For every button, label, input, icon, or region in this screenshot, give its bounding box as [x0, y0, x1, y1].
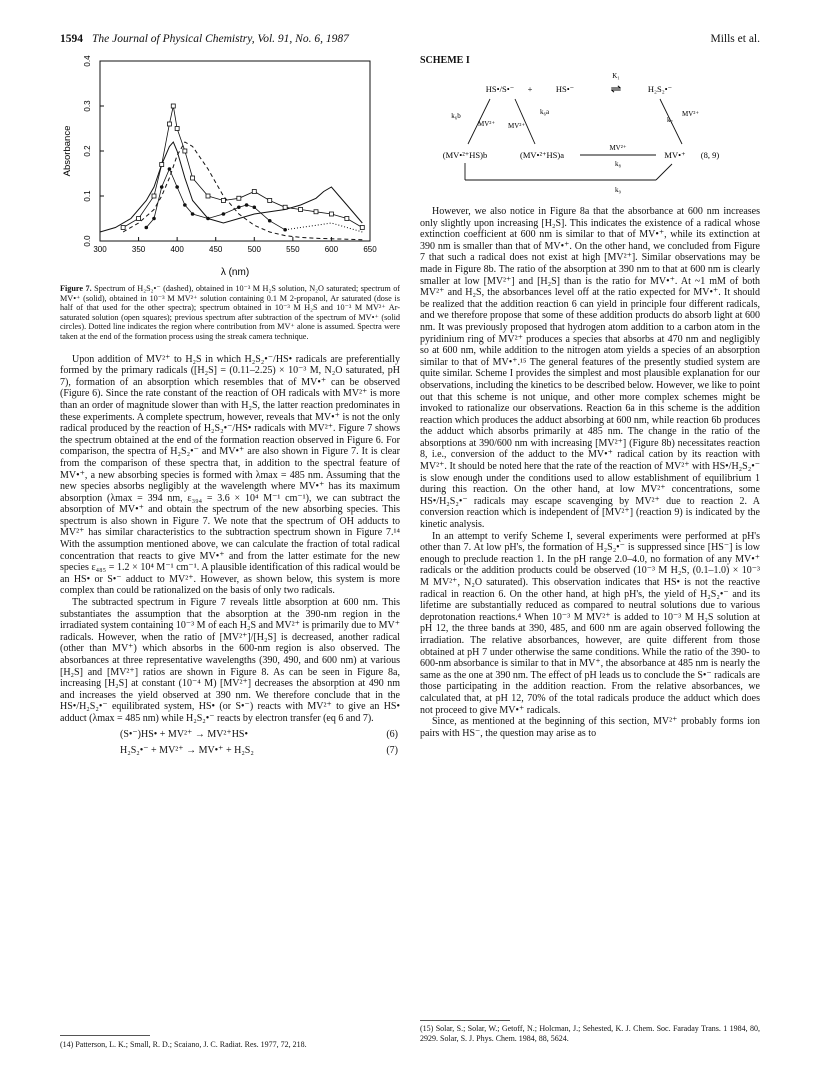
figure-caption — [60, 284, 400, 342]
y-tick-label: 0.1 — [83, 190, 92, 202]
y-axis-label: Absorbance — [62, 125, 73, 177]
y-tick-label: 0.2 — [83, 145, 92, 157]
paragraph: In an attempt to verify Scheme I, several experiments were performed at pH's other than 7. At low pH's, the formation of H₂S₂•⁻ is suppressed since [HS⁻] is low enough to preclude reaction 1. In the pH range 2.0–4.0, no formation of any MV•⁺ radicals or the addition products could be observed (10⁻³ M H₂S, (0.1–1.0) × 10⁻³ M MV²⁺, N₂O saturated). This observation indicates that HS• is not the reactive radical in reaction 6. On the other hand, at high pH's, the yield of H₂S₂•⁻ and its lifetime are substantially reduced as compared to neutral solutions due to various deprotonation reactions.⁴ When 10⁻³ M MV²⁺ is added to 10⁻³ M H₂S solution at pH 12, the three bands at 390, 485, and 600 nm are again observed following the irradiation. The relative absorbances, however, are quite different from those obtained at pH 7 under otherwise the same conditions. While the ratio of the 390- to 600-nm absorbance is similar to that in MV⁺, the absorbance at 485 nm is nearly the same as the one at 390 nm. The effect of pH leads us to conclude the S•⁻ radicals are those participating in the addition reaction. From the relative absorbances, we calculated that, at pH 12, 70% of the total radicals produce the adduct which does not proceed to give MV•⁺ radicals. — [420, 530, 760, 716]
series-dashed-line — [123, 142, 362, 240]
solid-circle-point — [160, 185, 164, 189]
x-axis-label: λ (nm) — [220, 267, 250, 278]
open-square-point — [299, 208, 303, 212]
equation-text: (S•⁻)HS• + MV²⁺ → MV²⁺HS• — [120, 728, 248, 740]
left-column — [60, 55, 400, 759]
y-tick-label: 0.3 — [83, 100, 92, 112]
open-square-point — [191, 176, 195, 180]
open-square-point — [252, 190, 256, 194]
open-square-point — [206, 194, 210, 198]
paragraph: Since, as mentioned at the beginning of this section, MV²⁺ probably forms ion pairs with HS⁻, the question may arise as to — [420, 716, 760, 739]
solid-circle-point — [206, 217, 210, 221]
y-tick-label: 0.0 — [83, 235, 92, 247]
scheme-top-right: H₂S₂•⁻ — [647, 84, 673, 94]
mv-6a-label: MV²⁺ — [508, 122, 526, 130]
x-tick-label: 400 — [170, 245, 184, 254]
scheme-eq-arrow: ⇌ — [610, 81, 622, 96]
arrow-9-up — [656, 164, 672, 180]
k7-label: k₇ — [667, 116, 673, 124]
solid-circle-point — [175, 185, 179, 189]
y-tick-label: 0.4 — [83, 55, 92, 67]
k6a-label: k₆a — [540, 108, 550, 116]
open-square-point — [137, 217, 141, 221]
journal-citation: The Journal of Physical Chemistry, Vol. 91, No. 6, 1987 — [92, 33, 349, 45]
open-square-point — [221, 199, 225, 203]
scheme-diagram — [420, 66, 760, 206]
k1-label: K₁ — [612, 72, 620, 80]
solid-circle-point — [237, 205, 241, 209]
open-square-point — [345, 217, 349, 221]
solid-circle-point — [144, 226, 148, 230]
k6b-label: k₆b — [451, 112, 461, 120]
x-axis-ticks — [93, 237, 377, 254]
equation-6 — [60, 727, 400, 743]
x-tick-label: 300 — [93, 245, 107, 254]
open-square-point — [171, 104, 175, 108]
open-square-point — [152, 194, 156, 198]
caption-text: Spectrum of H₂S₂•⁻ (dashed), obtained in 10⁻³ M H₂S solution, N₂O saturated; spectrum of MV•⁺ (solid), obtained in 10⁻³ M MV²⁺ solution containing 0.1 M 2-propanol, Ar saturated (dose is half of that used for the other spectra); spectrum obtained in 10⁻³ M H₂S and 10⁻³ M MV²⁺ Ar-saturated solution (open squares); previous spectrum after subtraction of the spectrum of MV•⁺ (solid circles). Dotted line indicates the region where contribution from MV⁺ alone is assumed. Spectra were taken at the end of the formation process using the streak camera technique. — [60, 284, 401, 341]
series-dotted-line — [285, 223, 362, 232]
product-a: (MV•²⁺HS)a — [519, 150, 565, 160]
x-tick-label: 550 — [286, 245, 300, 254]
scheme-1 — [420, 66, 760, 206]
mv-7-label: MV²⁺ — [682, 110, 700, 118]
open-square-point — [360, 226, 364, 230]
open-square-point — [175, 127, 179, 131]
footnote-rule — [420, 1020, 510, 1021]
footnote-14: (14) Patterson, L. K.; Small, R. D.; Scaiano, J. C. Radiat. Res. 1977, 72, 218. — [60, 1040, 307, 1049]
arrow-8-reagent: MV²⁺ — [609, 144, 627, 152]
footnote-15: (15) Solar, S.; Solar, W.; Getoff, N.; Holcman, J.; Sehested, K. J. Chem. Soc. Faraday Trans. 1 1984, 80, 2929. Solar, S. J. Phys. Chem. 1984, 88, 5624. — [420, 1024, 760, 1043]
solid-circle-point — [168, 167, 172, 171]
equation-7 — [60, 743, 400, 759]
open-square-point — [160, 163, 164, 167]
solid-circle-point — [183, 203, 187, 207]
right-column — [420, 55, 760, 739]
scheme-top-left: HS•/S•⁻ — [485, 84, 515, 94]
chart-series — [100, 104, 364, 240]
open-square-point — [167, 122, 171, 126]
product-mv: MV•⁺ — [664, 150, 686, 160]
solid-circle-point — [191, 212, 195, 216]
x-tick-label: 600 — [324, 245, 339, 254]
k8-label: k₈ — [615, 160, 621, 168]
scheme-top-mid: HS•⁻ — [555, 84, 575, 94]
y-axis-ticks — [83, 55, 104, 247]
x-tick-label: 500 — [247, 245, 261, 254]
x-tick-label: 650 — [363, 245, 377, 254]
mv-6b-label: MV²⁺ — [478, 120, 496, 128]
open-square-point — [268, 199, 272, 203]
equation-text: H₂S₂•⁻ + MV²⁺ → MV•⁺ + H₂S₂ — [120, 744, 254, 756]
open-square-point — [283, 205, 287, 209]
caption-label: Figure 7. — [60, 284, 92, 293]
solid-circle-point — [252, 205, 256, 209]
page-number: 1594 — [60, 33, 83, 45]
footnote-rule — [60, 1035, 150, 1036]
solid-circle-point — [222, 212, 226, 216]
open-square-point — [314, 210, 318, 214]
paragraph: The subtracted spectrum in Figure 7 reveals little absorption at 600 nm. This substantiates the assumption that the absorption at the 390-nm region in the irradiated system containing 10⁻³ M of each H₂S and MV²⁺ is primarily due to MV⁺ radicals. However, when the ratio of [MV²⁺]/[H₂S] is decreased, another radical (other than MV⁺) which absorbs in the 600-nm region is also observed. The absorbances at three representative wavelengths (390, 490, and 600 nm) at various [H₂S] and [MV²⁺] ratios are shown in Figure 8. As can be seen in Figure 8a, increasing [H₂S] at constant (10⁻⁴ M) [MV²⁺] decreases the absorption at 490 nm and increases the yield observed at 390 nm. We therefore conclude that in the HS•/H₂S₂•⁻ equilibrated system, HS• (or S•⁻) reacts with MV²⁺ to give an HS• adduct (λmax = 485 nm) while H₂S₂•⁻ reacts by electron transfer (eq 6 and 7). — [60, 597, 400, 724]
solid-circle-point — [152, 217, 156, 221]
open-square-point — [329, 212, 333, 216]
product-b: (MV•²⁺HS)b — [442, 150, 488, 160]
open-square-point — [183, 149, 187, 153]
figure-7-chart — [60, 55, 400, 280]
equation-number: (6) — [386, 728, 398, 740]
running-authors: Mills et al. — [710, 33, 760, 45]
solid-circle-point — [268, 219, 272, 223]
solid-circle-point — [245, 203, 249, 207]
x-tick-label: 450 — [209, 245, 223, 254]
paragraph: Upon addition of MV²⁺ to H₂S in which H₂S₂•⁻/HS• radicals are preferentially formed by the primary radicals ([H₂S] = (0.11–2.25) × 10⁻³ M, N₂O saturated, pH 7), formation of an absorption which resembles that of MV•⁺ can be observed (Figure 6). Since the rate constant of the reaction of OH radicals with MV²⁺ is more than an order of magnitude slower than with H₂S, the latter reaction predominates in these experiments. A complete spectrum, however, reveals that MV•⁺ is not the only radical produced by the reaction of H₂S₂•⁻/HS• radicals with MV²⁺. Figure 7 shows the spectrum obtained at the end of the formation reaction observed in Figure 6. For comparison, the spectra of H₂S₂•⁻ and MV•⁺ are also shown in Figure 7. It is clear from the comparison of these spectra that, in addition to the spectral feature of MV•⁺, a new absorbing species is formed with λmax = 485 nm. Assuming that the new species absorbs negligibly at the wavelength where MV•⁺ has its maximum absorption (λmax = 394 nm, ε₃₉₄ = 3.6 × 10⁴ M⁻¹ cm⁻¹), we can subtract the absorption of MV•⁺ and obtain the spectrum of the new absorbing species. This spectrum is also shown in Figure 7. We note that the spectrum of OH adducts to MV²⁺ has similar characteristics to the subtraction spectrum shown in Figure 7.¹⁴ With the assumption mentioned above, we can calculate the fraction of total radical concentration that reacts to give MV•⁺ and from the latter estimate for the new species ε₄₈₅ = 1.2 × 10⁴ M⁻¹ cm⁻¹. A plausible identification of this radical would be an HS• or S•⁻ adduct to MV²⁺. However, as shown below, this system is more complex than could be rationalized on the basis of only two radicals. — [60, 353, 400, 597]
x-tick-label: 350 — [131, 245, 146, 254]
equation-number: (7) — [386, 744, 398, 756]
scheme-plus: + — [527, 84, 533, 94]
k9-label: k₉ — [615, 186, 621, 194]
series-open-squares-line — [123, 106, 362, 228]
paragraph: However, we also notice in Figure 8a that the absorbance at 600 nm increases only slightly upon increasing [H₂S]. This indicates the existence of a radical whose extinction coefficient at 600 nm is similar to that of MV•⁺, while its extinction at 390 nm is smaller than that of MV•⁺. On the other hand, we concluded from Figure 7 that such a radical does not exist at high [MV²⁺]. Similar observations may be made in Figure 8b. The ratio of the absorption at 390 nm to that at 600 nm is clearly smaller at low [MV²⁺] and [H₂S] than is the ratio for MV•⁺. At ~1 mM of both MV²⁺ and H₂S, the absorbances level off at the ratio expected for MV•⁺. It should be realized that the addition reaction 6 can yield in principle four different radicals, and we therefore propose that some of these addition products do absorb light at 600 nm. It was previously proposed that hydrogen atom addition to a carbon atom in the pyridinium ring of MV²⁺ produces a species that absorbs at 470 nm and negligibly so at 600 nm, while addition to the nitrogen atom yields a species of an absorption similar to that of MV•⁺.¹⁵ The general features of the presently studied system are quite similar. Scheme I provides the simplest and most plausible explanation for our observations, including the kinetics to be described below. However, we like to point out that this scheme is not unique, and other more complex schemes might be invoked to rationalize our observations. Reaction 6a in this scheme is the addition reaction which produces the adduct absorbing at 600 nm, while reaction 6b produces the adduct which absorbs primarily at 485 nm. The change in the ratio of the absorptions at 390/600 nm with increasing [MV²⁺] (Figure 8b) necessitates reaction 8, i.e., conversion of the adduct to the MV•⁺ radical cation by its reaction with MV²⁺. It should be noted here that the rate of the reaction of MV²⁺ with HS•/H₂S₂•⁻ is slow enough under the conditions used to allow establishment of equilibrium 1 during this reaction. On the other hand, at low MV²⁺ concentrations, some HS•/H₂S₂•⁻ radicals may escape scavenging by MV²⁺ due to reaction 2. A conversion reaction which is independent of [MV²⁺] (reaction 9) is indicated by the kinetic analysis. — [420, 206, 760, 531]
figure-7 — [60, 55, 400, 280]
scheme-title: SCHEME I — [420, 55, 470, 66]
open-square-point — [121, 226, 125, 230]
running-header — [0, 33, 820, 51]
open-square-point — [237, 196, 241, 200]
equation-numbers: (8, 9) — [700, 150, 720, 160]
